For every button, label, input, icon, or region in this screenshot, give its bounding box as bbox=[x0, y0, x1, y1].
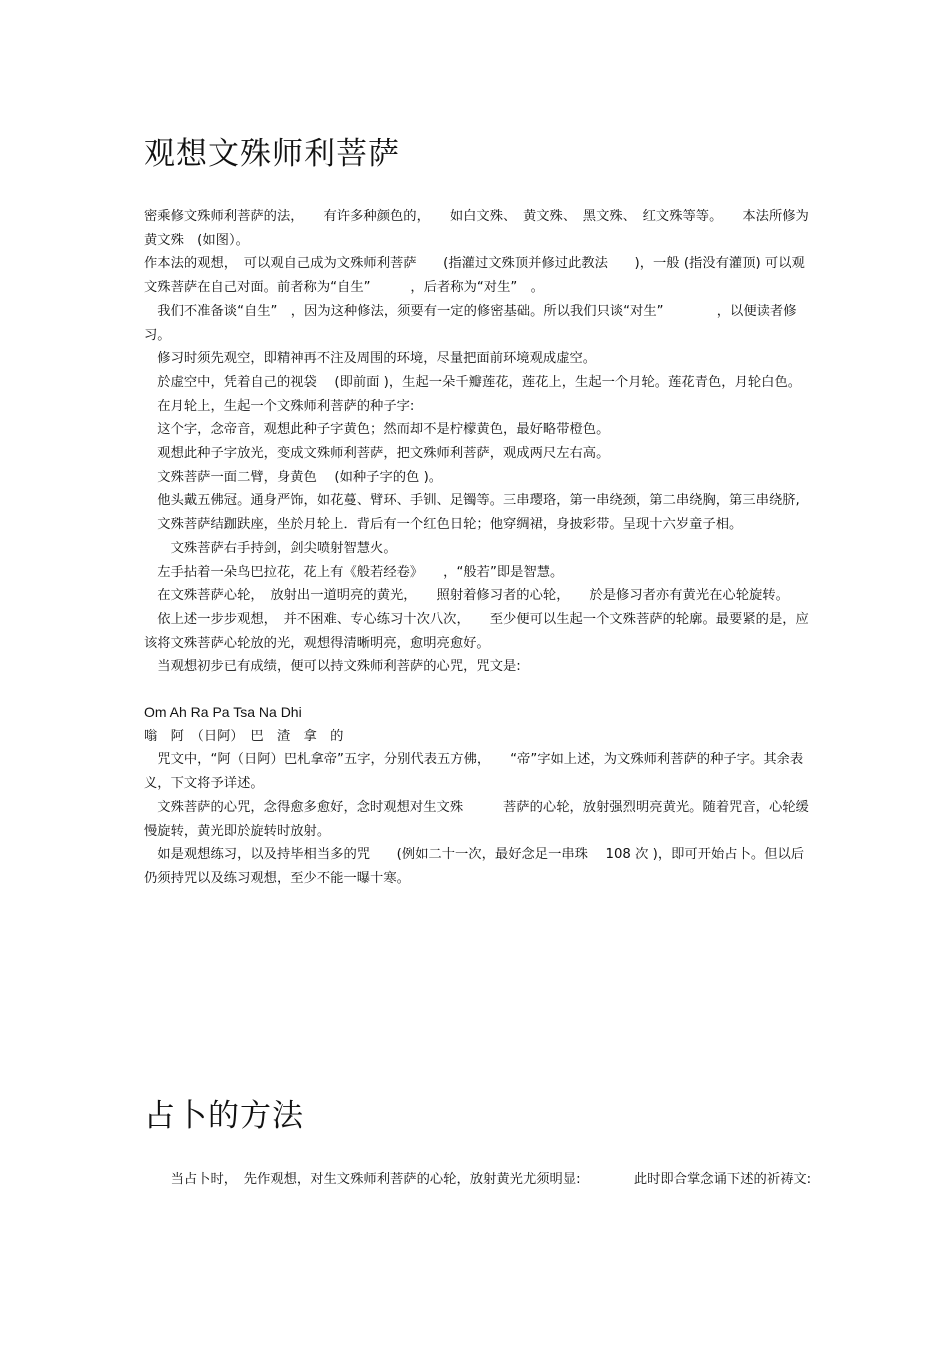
paragraph: 依上述一步步观想， 并不困难、专心练习十次八次， 至少便可以生起一个文殊菩萨的轮廓。最要紧的是，应该将文殊菩萨心轮放的光，观想得清晰明亮，愈明亮愈好。 bbox=[144, 611, 809, 651]
paragraph: 文殊菩萨的心咒，念得愈多愈好，念时观想对生文殊 菩萨的心轮，放射强烈明亮黄光。随着咒音，心轮缓慢旋转，黄光即於旋转时放射。 bbox=[144, 799, 809, 839]
paragraph: 咒文中，“阿（日阿）巴札拿帝”五字，分别代表五方佛， “帝”字如上述，为文殊师利菩萨的种子字。其余表义，下文将予详述。 bbox=[144, 752, 804, 792]
paragraph: 作本法的观想， 可以观自己成为文殊师利菩萨 (指灌过文殊顶并修过此教法 )，一般 (指没有灌顶) 可以观文殊菩萨在自己对面。前者称为“自生” ，后者称为“对生” 。 bbox=[144, 256, 805, 296]
paragraph: 我们不准备谈“自生” ，因为这种修法，须要有一定的修密基础。所以我们只谈“对生” ，以便读者修习。 bbox=[144, 303, 797, 343]
paragraph: 密乘修文殊师利菩萨的法， 有许多种颜色的， 如白文殊、 黄文殊、 黑文殊、 红文殊等等。 本法所修为黄文殊 (如图）。 bbox=[144, 209, 809, 248]
section-heading-divination-method: 占卜的方法 bbox=[144, 1098, 304, 1134]
paragraph: 如是观想练习，以及持毕相当多的咒 (例如二十一次，最好念足一串珠 108 次 )，即可开始占卜。但以后仍须持咒以及练习观想，至少不能一曝十寒。 bbox=[144, 847, 805, 886]
spacer bbox=[144, 679, 814, 701]
paragraph: 文殊菩萨结跏趺座，坐於月轮上．背后有一个红色日轮；他穿绸裙，身披彩带。呈现十六岁童子相。 bbox=[144, 517, 743, 533]
mantra-latin: Om Ah Ra Pa Tsa Na Dhi bbox=[144, 704, 302, 721]
paragraph: 当观想初步已有成绩，便可以持文殊师利菩萨的心咒，咒文是: bbox=[144, 659, 521, 675]
mantra-chinese: 嗡 阿 （日阿） 巴 渣 拿 的 bbox=[144, 728, 344, 744]
paragraph: 当占卜时， 先作观想，对生文殊师利菩萨的心轮，放射黄光尤须明显: 此时即合掌念诵下述的祈祷文: bbox=[144, 1172, 812, 1187]
section-body-visualization bbox=[144, 205, 814, 891]
paragraph: 这个字，念帝音，观想此种子字黄色；然而却不是柠檬黄色，最好略带橙色。 bbox=[144, 422, 610, 438]
section-heading-manjushri-visualization: 观想文殊师利菩萨 bbox=[144, 136, 400, 172]
paragraph: 左手拈着一朵鸟巴拉花，花上有《般若经卷》 ，“般若”即是智慧。 bbox=[144, 564, 564, 580]
paragraph: 在月轮上，生起一个文殊师利菩萨的种子字: bbox=[144, 398, 415, 414]
paragraph: 文殊菩萨右手持剑，剑尖喷射智慧火。 bbox=[144, 540, 397, 556]
paragraph: 观想此种子字放光，变成文殊师利菩萨，把文殊师利菩萨，观成两尺左右高。 bbox=[144, 446, 610, 462]
paragraph: 他头戴五佛冠。通身严饰，如花蔓、臂环、手钏、足镯等。三串璎珞，第一串绕颈，第二串绕胸，第三串绕脐, bbox=[144, 493, 800, 509]
paragraph: 於虚空中，凭着自己的视袋 (即前面 )，生起一朵千瓣莲花，莲花上，生起一个月轮。莲花青色，月轮白色。 bbox=[144, 374, 802, 390]
paragraph: 文殊菩萨一面二臂，身黄色 (如种子字的色 )。 bbox=[144, 469, 443, 485]
paragraph: 修习时须先观空，即精神再不注及周围的环境，尽量把面前环境观成虚空。 bbox=[144, 351, 597, 367]
section-body-divination bbox=[144, 1168, 814, 1192]
paragraph: 在文殊菩萨心轮， 放射出一道明亮的黄光， 照射着修习者的心轮， 於是修习者亦有黄光在心轮旋转。 bbox=[144, 588, 789, 604]
